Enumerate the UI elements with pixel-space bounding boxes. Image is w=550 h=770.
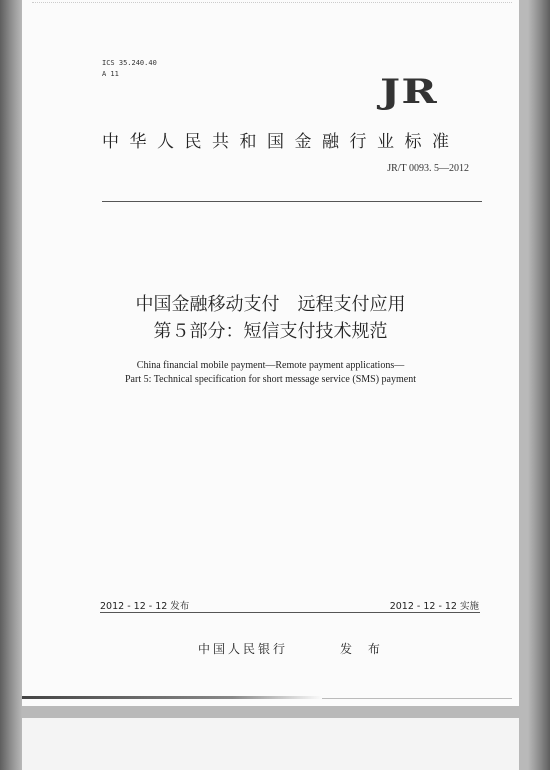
header-divider: [102, 201, 482, 202]
bottom-scan-edge: [22, 696, 322, 699]
bottom-scan-line: [322, 698, 512, 699]
release-date: 2012 - 12 - 12 发布: [100, 601, 190, 612]
classification-codes: [102, 58, 157, 80]
chinese-title-line-2: 第５部分：短信支付技术规范: [153, 321, 388, 342]
issue-label: 发 布: [340, 642, 386, 656]
standard-category-title: 中华人民共和国金融行业标准: [102, 132, 460, 152]
top-edge-dots: [32, 2, 512, 3]
footer-divider: [100, 612, 480, 613]
ccs-code: A 11: [102, 70, 119, 78]
issuing-authority: 中国人民银行: [198, 642, 289, 656]
ics-code: ICS 35.240.40: [102, 59, 157, 67]
next-page-edge: [22, 718, 519, 770]
jr-logo: JR: [380, 72, 438, 112]
english-title-line-1: China financial mobile payment—Remote payment applications—: [136, 360, 405, 371]
chinese-title-line-1: 中国金融移动支付 远程支付应用: [135, 294, 406, 315]
standard-number: JR/T 0093. 5—2012: [387, 163, 469, 174]
document-page: [22, 0, 519, 706]
english-title-line-2: Part 5: Technical specification for short message service (SMS) payment: [125, 374, 416, 385]
implementation-date: 2012 - 12 - 12 实施: [389, 601, 479, 612]
